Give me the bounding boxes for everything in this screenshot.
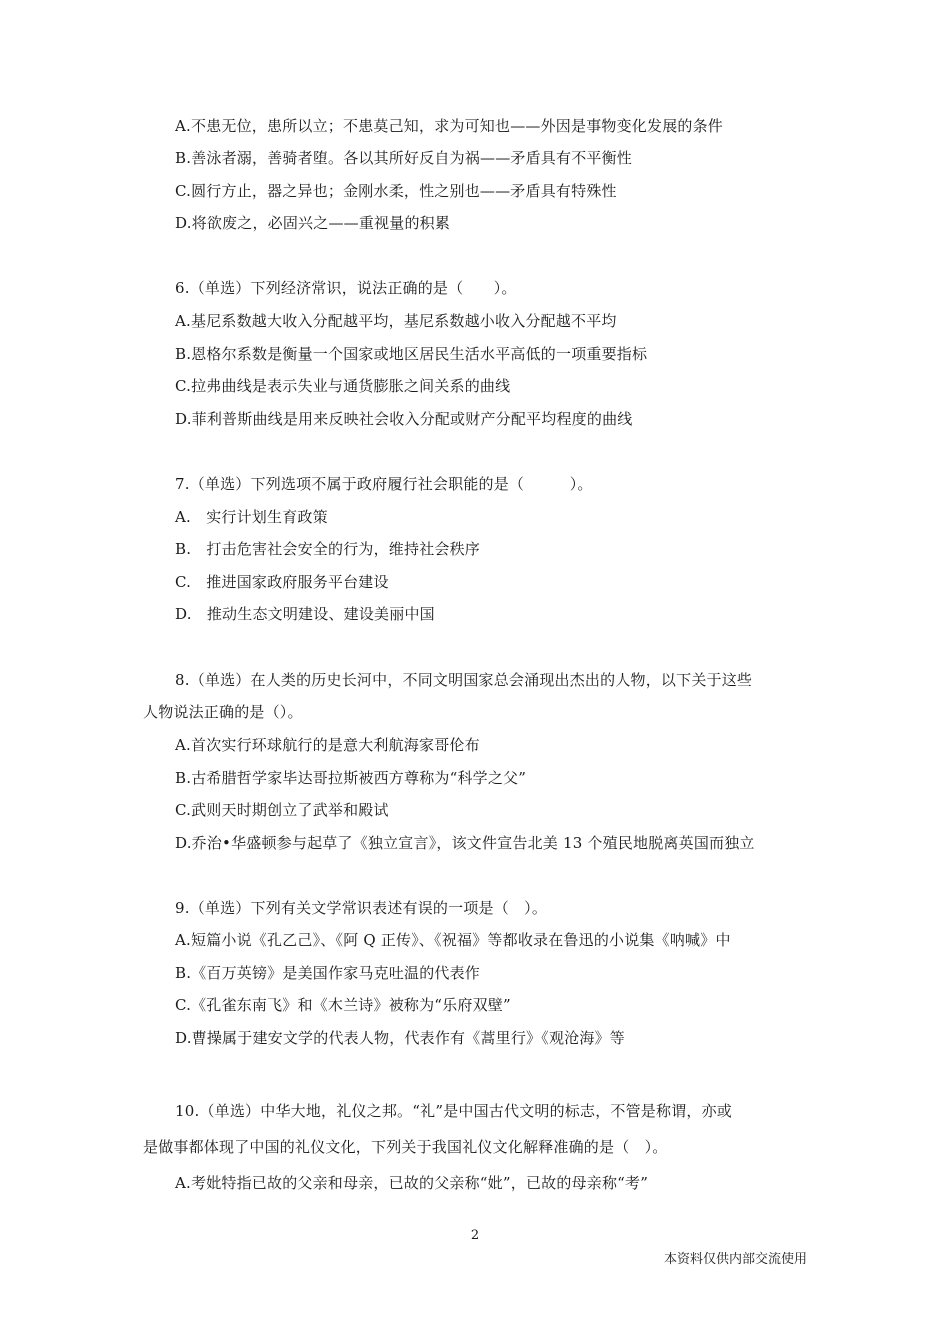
footer-note: 本资料仅供内部交流使用 [663, 1252, 807, 1267]
q5-option-c: C.圆行方止，器之异也；金刚水柔，性之别也——矛盾具有特殊性 [175, 182, 617, 200]
q8-option-a: A.首次实行环球航行的是意大利航海家哥伦布 [175, 736, 480, 754]
q6-option-b: B.恩格尔系数是衡量一个国家或地区居民生活水平高低的一项重要指标 [175, 345, 648, 363]
q7-option-d: D. 推动生态文明建设、建设美丽中国 [175, 605, 435, 623]
q6-option-c: C.拉弗曲线是表示失业与通货膨胀之间关系的曲线 [175, 377, 511, 395]
q7-option-a: A. 实行计划生育政策 [175, 508, 328, 526]
q9-option-d: D.曹操属于建安文学的代表人物，代表作有《蒿里行》《观沧海》等 [175, 1029, 625, 1047]
q8-stem-line1: 8.（单选）在人类的历史长河中，不同文明国家总会涌现出杰出的人物，以下关于这些 [175, 671, 753, 689]
q9-option-c: C.《孔雀东南飞》和《木兰诗》被称为“乐府双壁” [175, 996, 511, 1014]
q6-option-d: D.菲利普斯曲线是用来反映社会收入分配或财产分配平均程度的曲线 [175, 410, 633, 428]
q5-option-d: D.将欲废之，必固兴之——重视量的积累 [175, 214, 451, 232]
q9-stem: 9.（单选）下列有关文学常识表述有误的一项是（ ）。 [175, 899, 548, 917]
q10-stem-line1: 10.（单选）中华大地，礼仪之邦。“礼”是中国古代文明的标志，不管是称谓，亦或 [175, 1102, 732, 1120]
q9-option-a: A.短篇小说《孔乙己》、《阿 Q 正传》、《祝福》等都收录在鲁迅的小说集《呐喊》中 [175, 931, 731, 949]
q10-stem-line2: 是做事都体现了中国的礼仪文化，下列关于我国礼仪文化解释准确的是（ ）。 [143, 1138, 668, 1156]
q10-option-a: A.考妣特指已故的父亲和母亲，已故的父亲称“妣”，已故的母亲称“考” [175, 1174, 649, 1192]
q8-option-d: D.乔治•华盛顿参与起草了《独立宣言》，该文件宣告北美 13 个殖民地脱离英国而独立 [175, 834, 755, 852]
q6-stem: 6.（单选）下列经济常识，说法正确的是（ ）。 [175, 279, 517, 297]
q8-option-b: B.古希腊哲学家毕达哥拉斯被西方尊称为“科学之父” [175, 769, 527, 787]
q8-stem-line2: 人物说法正确的是（）。 [143, 703, 303, 721]
q5-option-a: A.不患无位，患所以立；不患莫己知，求为可知也——外因是事物变化发展的条件 [175, 117, 724, 135]
q7-stem: 7.（单选）下列选项不属于政府履行社会职能的是（ ）。 [175, 475, 593, 493]
q6-option-a: A.基尼系数越大收入分配越平均，基尼系数越小收入分配越不平均 [175, 312, 617, 330]
q8-option-c: C.武则天时期创立了武举和殿试 [175, 801, 389, 819]
q7-option-b: B. 打击危害社会安全的行为，维持社会秩序 [175, 540, 480, 558]
q7-option-c: C. 推进国家政府服务平台建设 [175, 573, 389, 591]
q9-option-b: B.《百万英镑》是美国作家马克吐温的代表作 [175, 964, 480, 982]
page-number: 2 [470, 1228, 480, 1243]
q5-option-b: B.善泳者溺，善骑者堕。各以其所好反自为祸——矛盾具有不平衡性 [175, 149, 632, 167]
